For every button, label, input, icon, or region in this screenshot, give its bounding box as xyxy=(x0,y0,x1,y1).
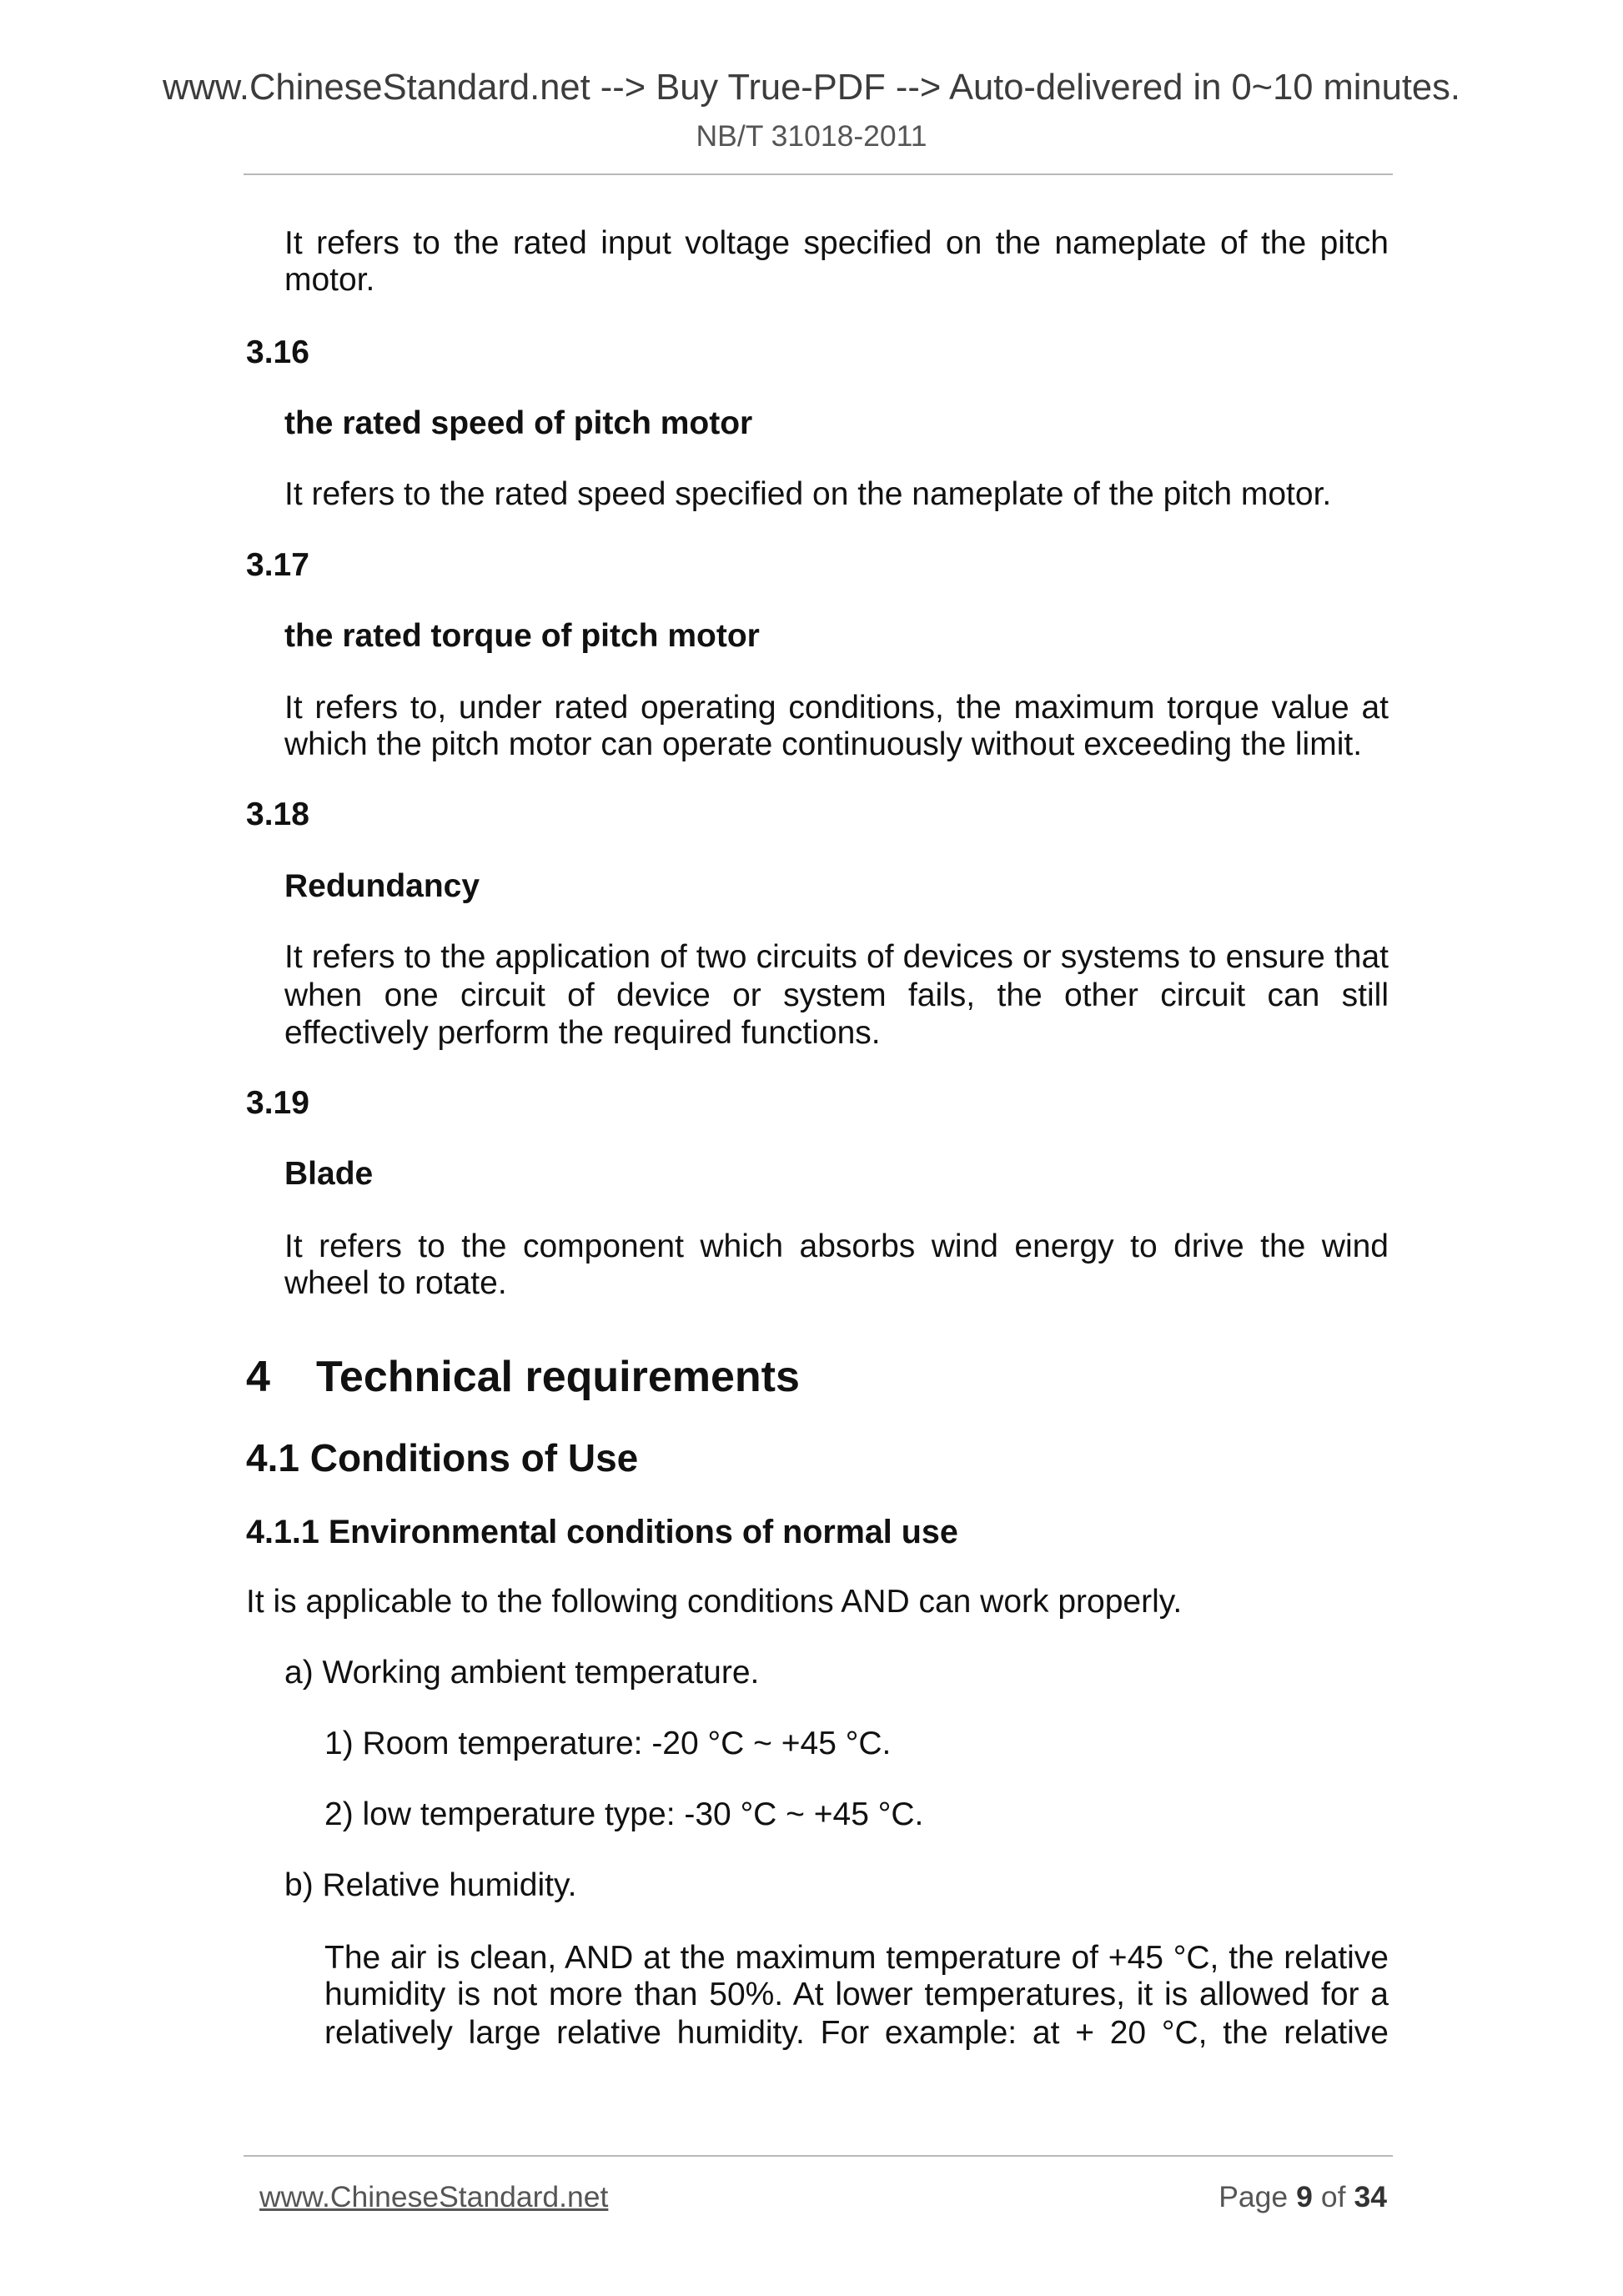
paragraph-line: which the pitch motor can operate continuously without exceeding the limit. xyxy=(284,726,1363,762)
term-title: Blade xyxy=(284,1156,374,1192)
sub-list-item: 2) low temperature type: -30 °C ~ +45 °C. xyxy=(324,1796,924,1832)
page-indicator xyxy=(1219,2180,1387,2213)
clause-number: 3.18 xyxy=(246,796,309,832)
section-title: Technical requirements xyxy=(316,1353,800,1401)
header-banner: www.ChineseStandard.net --> Buy True-PDF --> Auto-delivered in 0~10 minutes. xyxy=(163,68,1460,108)
paragraph-line: The air is clean, AND at the maximum temperature of +45 °C, the relative xyxy=(324,1940,1389,1976)
clause-number: 3.17 xyxy=(246,547,309,583)
paragraph-line: when one circuit of device or system fails, the other circuit can still xyxy=(284,977,1389,1013)
paragraph-line: It is applicable to the following conditions AND can work properly. xyxy=(246,1584,1183,1620)
page-total: 34 xyxy=(1354,2180,1387,2213)
paragraph-line: It refers to, under rated operating conditions, the maximum torque value at xyxy=(284,690,1389,726)
term-title: Redundancy xyxy=(284,868,480,904)
term-title: the rated torque of pitch motor xyxy=(284,618,760,654)
paragraph-line: wheel to rotate. xyxy=(284,1265,507,1301)
page-number: 9 xyxy=(1296,2180,1313,2213)
clause-number: 3.16 xyxy=(246,334,309,370)
paragraph-line: relatively large relative humidity. For example: at + 20 °C, the relative xyxy=(324,2015,1389,2051)
document-code: NB/T 31018-2011 xyxy=(696,119,927,153)
subsubsection-title: 4.1.1 Environmental conditions of normal use xyxy=(246,1514,958,1550)
clause-number: 3.19 xyxy=(246,1085,309,1121)
paragraph-line: It refers to the rated speed specified on the nameplate of the pitch motor. xyxy=(284,476,1332,512)
paragraph-line: It refers to the component which absorbs wind energy to drive the wind xyxy=(284,1228,1389,1264)
paragraph-line: It refers to the application of two circuits of devices or systems to ensure that xyxy=(284,939,1389,975)
term-title: the rated speed of pitch motor xyxy=(284,405,753,441)
footer-site-link[interactable]: www.ChineseStandard.net xyxy=(259,2180,609,2213)
section-number: 4 xyxy=(246,1353,270,1401)
header-divider xyxy=(244,173,1393,175)
footer-divider xyxy=(244,2155,1393,2157)
paragraph-line: motor. xyxy=(284,262,375,298)
paragraph-line: humidity is not more than 50%. At lower temperatures, it is allowed for a xyxy=(324,1977,1389,2012)
page-of-label: of xyxy=(1320,2180,1346,2213)
paragraph-line: effectively perform the required functions. xyxy=(284,1015,881,1051)
page-label: Page xyxy=(1219,2180,1289,2213)
list-item: b) Relative humidity. xyxy=(284,1867,577,1903)
subsection-title: 4.1 Conditions of Use xyxy=(246,1436,639,1480)
sub-list-item: 1) Room temperature: -20 °C ~ +45 °C. xyxy=(324,1726,892,1761)
list-item: a) Working ambient temperature. xyxy=(284,1655,760,1691)
paragraph-line: It refers to the rated input voltage specified on the nameplate of the pitch xyxy=(284,225,1389,261)
